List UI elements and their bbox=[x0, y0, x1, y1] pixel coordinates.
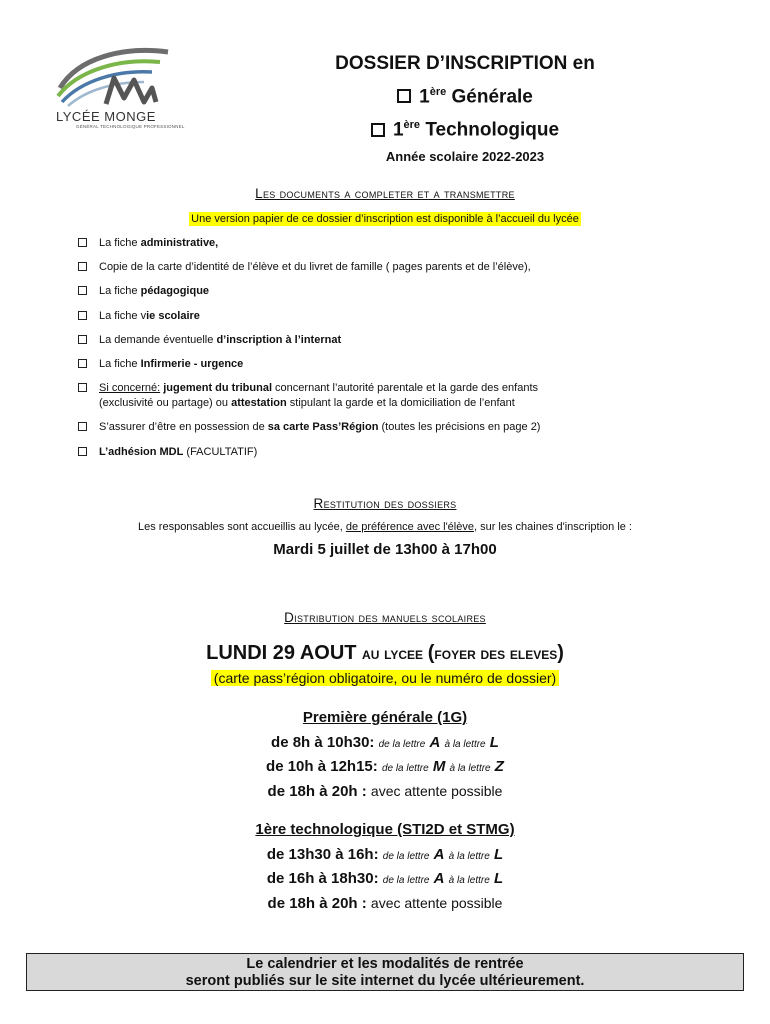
logo-text: LYCÉE MONGE bbox=[56, 109, 156, 124]
restitution-heading: Restitution des dossiers bbox=[313, 496, 457, 511]
list-item: L’adhésion MDL (FACULTATIF) bbox=[78, 445, 718, 460]
list-item: Si concerné: jugement du tribunal concernant l’autorité parentale et la garde des enfants (exclusivité ou partage) ou attestation stipulant la garde et la domiciliation de l’enfant bbox=[78, 381, 718, 411]
option-generale: 1ère Générale bbox=[290, 78, 640, 111]
footer-notice bbox=[26, 953, 744, 991]
checkbox[interactable] bbox=[78, 286, 87, 295]
schedule-slot: de 13h30 à 16h: de la lettre A à la lettre L bbox=[266, 846, 504, 863]
distribution-date: LUNDI 29 AOUT au lycee (foyer des eleves) bbox=[206, 642, 564, 664]
checkbox[interactable] bbox=[78, 335, 87, 344]
schedule-slot: de 10h à 12h15: de la lettre M à la lettre Z bbox=[266, 758, 504, 775]
restitution-date: Mardi 5 juillet de 13h00 à 17h00 bbox=[273, 541, 497, 558]
list-item: La fiche administrative, bbox=[78, 236, 718, 251]
restitution-text: Les responsables sont accueillis au lycée, de préférence avec l'élève, sur les chaines d'inscription le : bbox=[138, 521, 632, 533]
checkbox-generale[interactable] bbox=[397, 89, 411, 103]
checkbox[interactable] bbox=[78, 238, 87, 247]
school-year: Année scolaire 2022-2023 bbox=[385, 148, 545, 164]
schedule-slot: de 18h à 20h : avec attente possible bbox=[267, 783, 503, 800]
option-technologique: 1ère Technologique bbox=[290, 111, 640, 144]
footer-line-2: seront publiés sur le site internet du lycée ultérieurement. bbox=[185, 973, 585, 989]
documents-heading: Les documents a completer et a transmettre bbox=[255, 186, 515, 201]
checkbox[interactable] bbox=[78, 383, 87, 392]
list-item: Copie de la carte d’identité de l’élève et du livret de famille ( pages parents et de l’élève), bbox=[78, 260, 718, 275]
checkbox[interactable] bbox=[78, 422, 87, 431]
list-item: S’assurer d’être en possession de sa carte Pass’Région (toutes les précisions en page 2) bbox=[78, 420, 718, 435]
schedule-slot: de 8h à 10h30: de la lettre A à la lettre L bbox=[271, 734, 499, 751]
logo-subtext: GÉNÉRAL TECHNOLOGIQUE PROFESSIONNEL bbox=[76, 124, 185, 129]
pass-region-note: (carte pass’région obligatoire, ou le numéro de dossier) bbox=[0, 670, 770, 686]
title-block bbox=[290, 50, 640, 164]
paper-version-notice: Une version papier de ce dossier d’inscription est disponible à l’accueil du lycée bbox=[191, 213, 579, 225]
list-item: La fiche Infirmerie - urgence bbox=[78, 357, 718, 372]
list-item: La fiche vie scolaire bbox=[78, 309, 718, 324]
documents-checklist bbox=[78, 236, 718, 469]
checkbox[interactable] bbox=[78, 359, 87, 368]
checkbox[interactable] bbox=[78, 447, 87, 456]
schedule-slot: de 18h à 20h : avec attente possible bbox=[267, 895, 503, 912]
footer-line-1: Le calendrier et les modalités de rentrée bbox=[246, 956, 524, 972]
checkbox[interactable] bbox=[78, 262, 87, 271]
group-title-1t: 1ère technologique (STI2D et STMG) bbox=[255, 821, 515, 838]
checkbox[interactable] bbox=[78, 311, 87, 320]
group-title-1g: Première générale (1G) bbox=[302, 709, 468, 726]
schedule-slot: de 16h à 18h30: de la lettre A à la lettre L bbox=[266, 870, 504, 887]
distribution-heading: Distribution des manuels scolaires bbox=[284, 610, 486, 625]
list-item: La fiche pédagogique bbox=[78, 284, 718, 299]
checkbox-technologique[interactable] bbox=[371, 123, 385, 137]
page-title: DOSSIER D’INSCRIPTION en bbox=[335, 53, 595, 74]
list-item: La demande éventuelle d’inscription à l’internat bbox=[78, 333, 718, 348]
